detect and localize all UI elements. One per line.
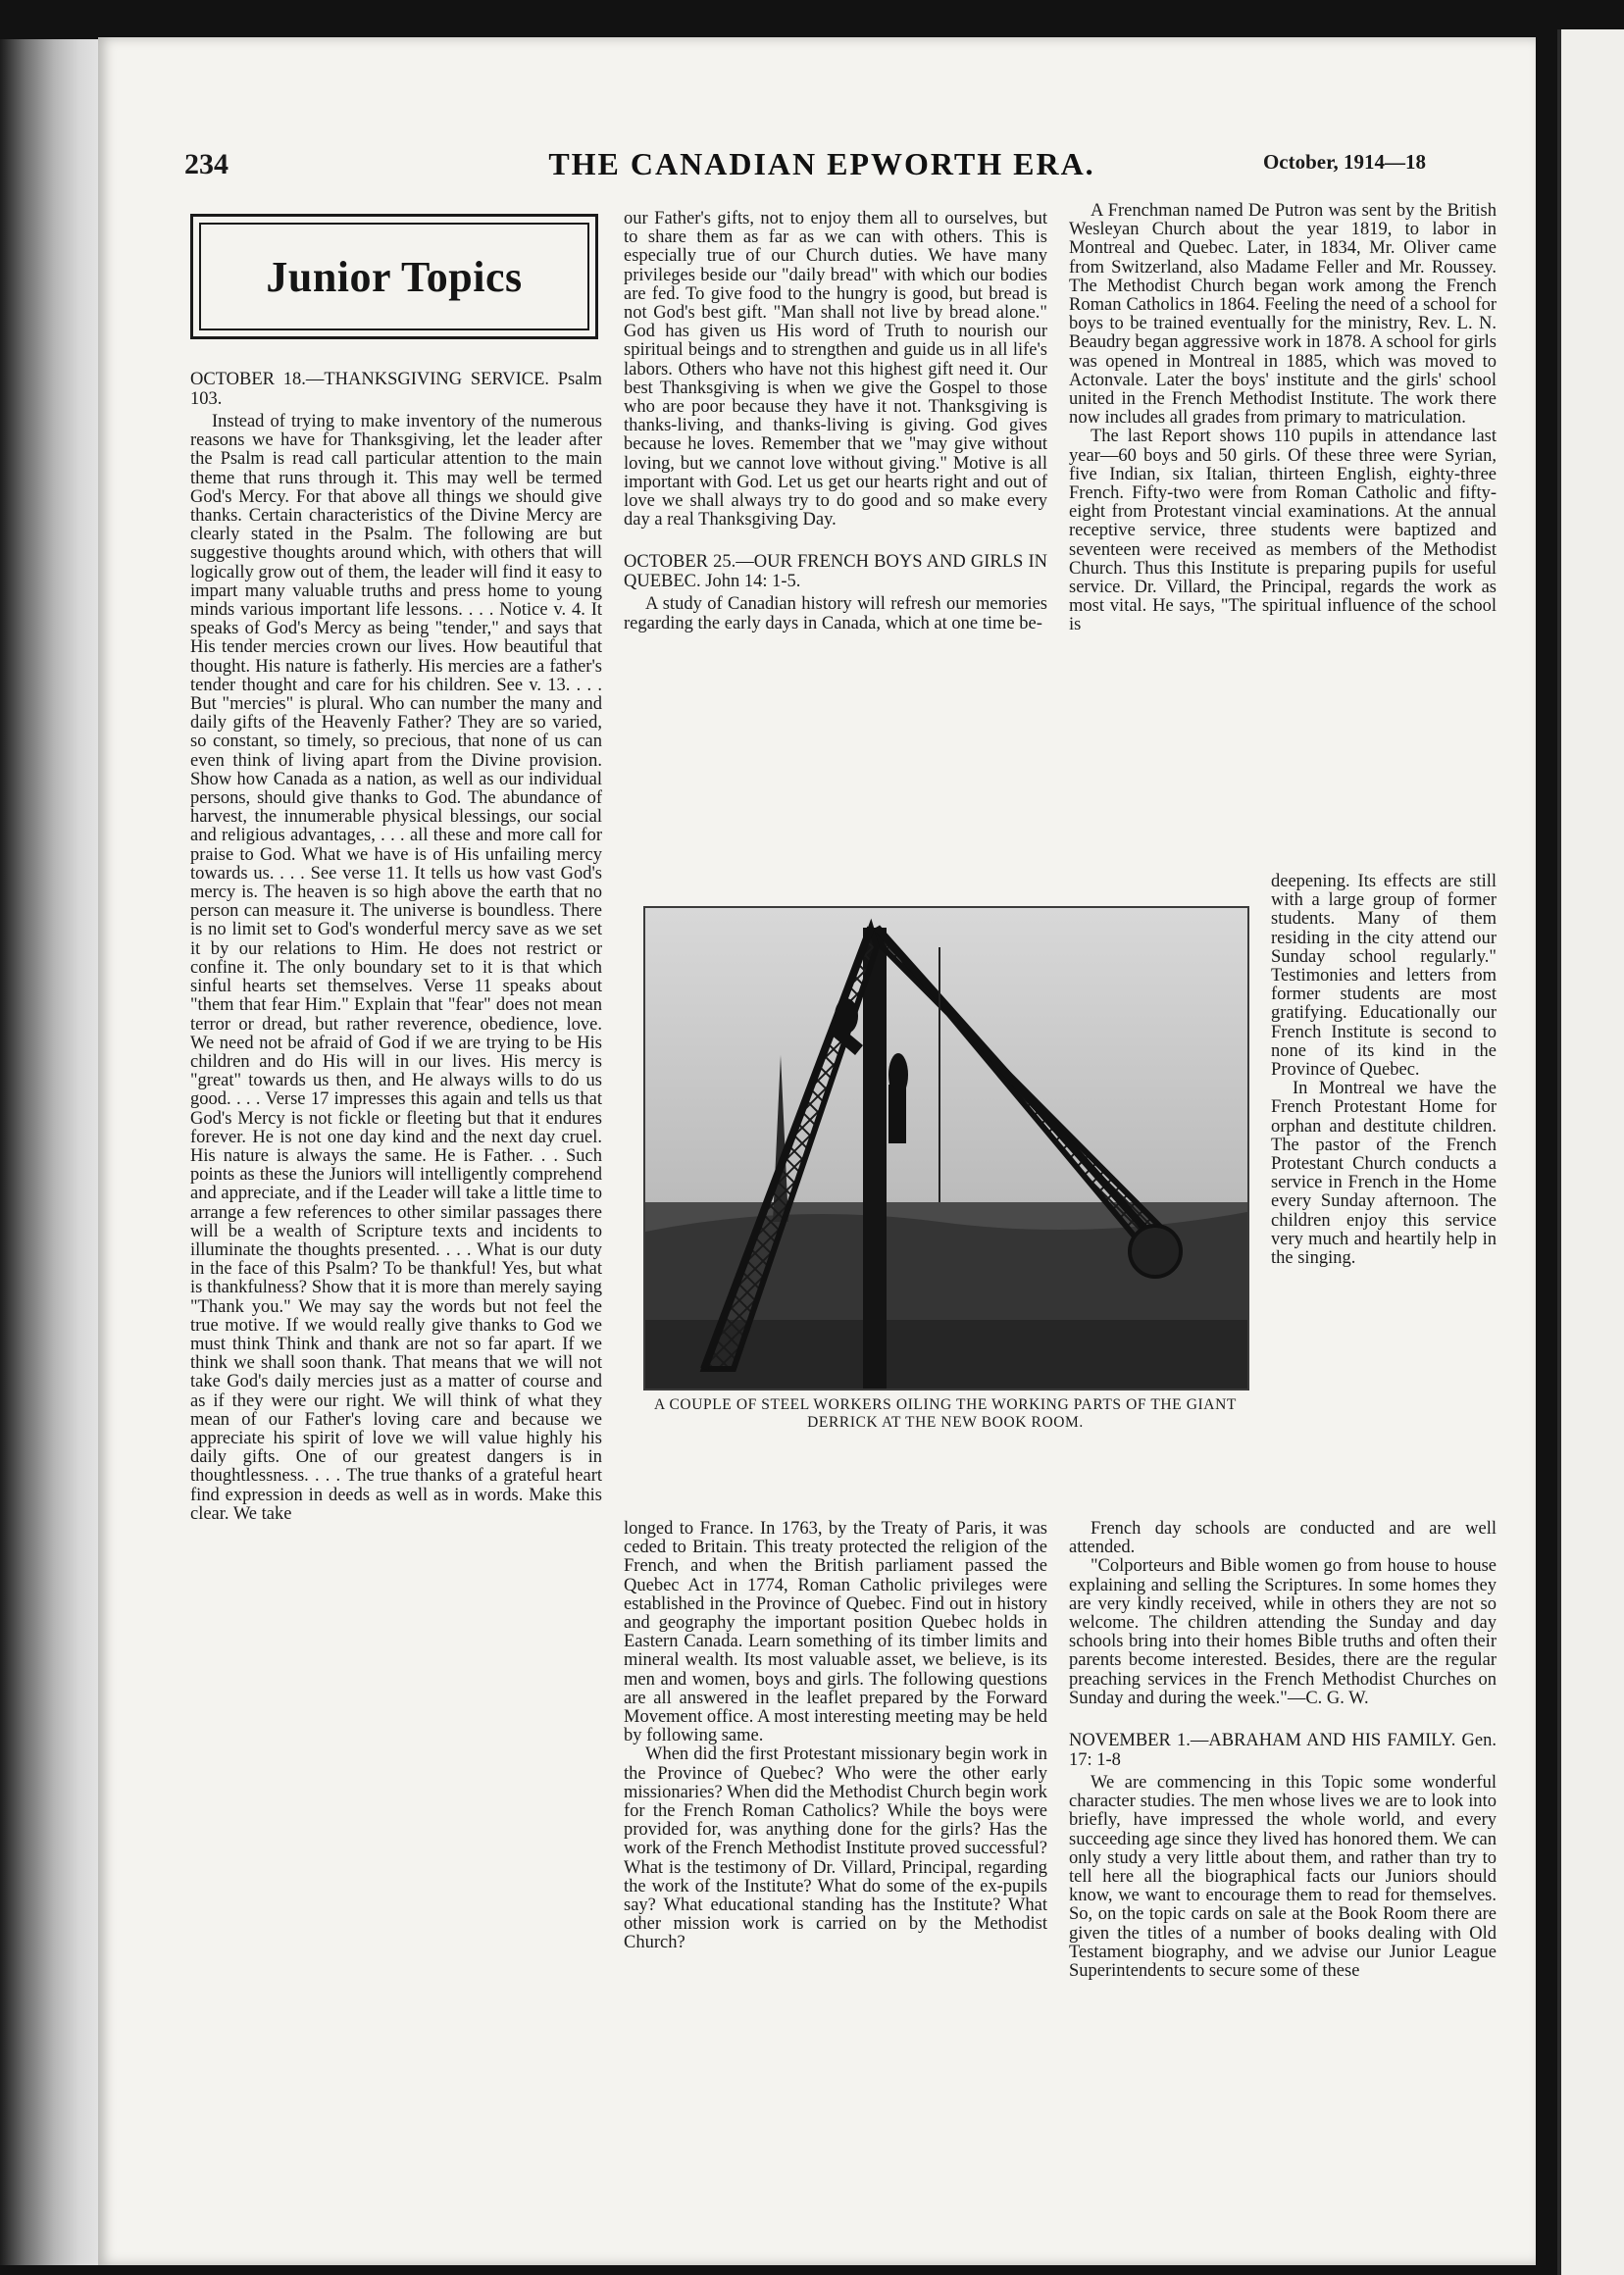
facing-page-edge bbox=[1557, 29, 1624, 2275]
column-3-top bbox=[1069, 202, 1497, 635]
journal-title: THE CANADIAN EPWORTH ERA. bbox=[548, 146, 1095, 181]
column-1 bbox=[190, 371, 602, 1524]
section-title: Junior Topics bbox=[199, 223, 589, 330]
column-3-narrow bbox=[1271, 873, 1497, 1268]
section-title-box bbox=[190, 214, 598, 339]
topic-heading-abraham: NOVEMBER 1.—ABRAHAM AND HIS FAMILY. Gen. 17: 1-8 bbox=[1069, 1731, 1497, 1770]
paragraph-french-institute: deepening. Its effects are still with a large group of former students. Many of them residing in the city attend our Sunday school regularly." Testimonies and letters from former students are most gratifying. Educationally our French Institute is second to none of its kind in the Province of Quebec. bbox=[1271, 872, 1497, 1081]
paragraph-french-history: longed to France. In 1763, by the Treaty of Paris, it was ceded to Britain. This treaty protected the religion of the French, and when the British parliament passed the Quebec Act in 1774, Roman Catholic privileges were established in the Province of Quebec. Find out in history and geography the important position Quebec holds in Eastern Canada. Learn something of its timber limits and mineral wealth. Its most valuable asset, we believe, is its men and women, boys and girls. The following questions are all answered in the leaflet prepared by the Forward Movement office. A most interesting meeting may be held by following same. bbox=[624, 1519, 1047, 1746]
issue-date: October, 1914—18 bbox=[1262, 150, 1426, 174]
paragraph-french-missionaries: A Frenchman named De Putron was sent by the British Wesleyan Church about the year 1819, to labor in Montreal and Quebec. Later, in 1834, Mr. Oliver came from Switzerland, also Madame Feller and Mr. Roussey. The Methodist Church began work among the French Roman Catholics in 1864. Feeling the need of a school for boys to be trained eventually for the ministry, Rev. L. N. Beaudry began aggressive work in 1878. A school for girls was opened in Montreal in 1885, which was moved to Actonvale. Later the boys' institute and the girls' school united in the French Methodist Institute. The work there now includes all grades from primary to matriculation. bbox=[1069, 201, 1497, 429]
book-edge-left bbox=[0, 39, 98, 2265]
magazine-page bbox=[98, 37, 1536, 2265]
page-number: 234 bbox=[184, 148, 228, 180]
column-2-bottom bbox=[624, 1520, 1047, 1953]
topic-heading-french: OCTOBER 25.—OUR FRENCH BOYS AND GIRLS IN QUEBEC. John 14: 1-5. bbox=[624, 552, 1047, 591]
column-2-top bbox=[624, 210, 1047, 633]
paragraph-thanksgiving-2: our Father's gifts, not to enjoy them all to ourselves, but to share them as far as we can with others. This is especially true of our Church duties. We have many privileges beside our "daily bread" with which our bodies are fed. To give food to the hungry is good, but bread is not God's best gift. "Man shall not live by bread alone." God has given us His word of Truth to nourish our spiritual beings and to strengthen and guide us in all life's labors. Others who have not this highest gift need it. Our best Thanksgiving is when we give the Gospel to those who are poor because they have it not. Thanksgiving is thanks-living, and thanks-living is giving. God gives because he loves. Remember that we "may give without loving, but we cannot love without giving." Motive is all important with God. Let us get our hearts right and out of love we shall always try to do good and so make every day a real Thanksgiving Day. bbox=[624, 209, 1047, 531]
column-3-bottom bbox=[1069, 1520, 1497, 1981]
paragraph-french-dayschools: French day schools are conducted and are well attended. bbox=[1069, 1519, 1497, 1558]
topic-heading-thanksgiving: OCTOBER 18.—THANKSGIVING SERVICE. Psalm 103. bbox=[190, 370, 602, 409]
page-header bbox=[98, 148, 1536, 187]
paragraph-french-intro: A study of Canadian history will refresh our memories regarding the early days in Canada, which at one time be- bbox=[624, 594, 1047, 633]
paragraph-french-questions: When did the first Protestant missionary begin work in the Province of Quebec? Who were the other early missionaries? When did the Methodist Church begin work for the French Roman Catholics? While the boys were provided for, was anything done for the girls? Has the work of the French Methodist Institute proved successful? What is the testimony of Dr. Villard, Principal, regarding the work of the Institute? What do some of the ex-pupils say? What educational standing has the Institute? What other mission work is carried on by the Methodist Church? bbox=[624, 1744, 1047, 1953]
derrick-photo-image bbox=[645, 908, 1247, 1389]
derrick-photo bbox=[643, 906, 1249, 1390]
paragraph-abraham: We are commencing in this Topic some wonderful character studies. The men whose lives we are to look into briefly, have impressed the whole world, and every succeeding age since they lived has honored them. We can only study a very little about them, and rather than try to tell here all the biographical facts our Juniors should know, we want to encourage them to read for themselves. So, on the topic cards on sale at the Book Room there are given the titles of a number of books dealing with Old Testament biography, and we advise our Junior League Superintendents to secure some of these bbox=[1069, 1773, 1497, 1982]
paragraph-french-report: The last Report shows 110 pupils in attendance last year—60 boys and 50 girls. Of these three were Syrian, five Indian, six Italian, thirteen English, eighty-three French. Fifty-two were from Roman Catholic and fifty-eight from Protestant vincial examinations. At the annual receptive service, three students were baptized and seventeen were received as members of the Methodist Church. Thus this Institute is preparing pupils for useful service. Dr. Villard, the Principal, regards the work as most vital. He says, "The spiritual influence of the school is bbox=[1069, 427, 1497, 635]
paragraph-french-colporteurs: "Colporteurs and Bible women go from house to house explaining and selling the Scriptures. In some homes they are very kindly received, while in others they are not so welcome. The children attending the Sunday and day schools bring into their homes Bible truths and often their parents become interested. Besides, there are the regular preaching services in the French Methodist Churches on Sunday and during the week."—C. G. W. bbox=[1069, 1556, 1497, 1708]
photo-caption: A COUPLE OF STEEL WORKERS OILING THE WORKING PARTS OF THE GIANT DERRICK AT THE NEW BOOK ROOM. bbox=[654, 1396, 1237, 1431]
paragraph-french-home: In Montreal we have the French Protestant Home for orphan and destitute children. The pastor of the French Protestant Church conducts a service in French in the Home every Sunday afternoon. The children enjoy this service very much and heartily help in the singing. bbox=[1271, 1079, 1497, 1269]
paragraph-thanksgiving-1: Instead of trying to make inventory of the numerous reasons we have for Thanksgiving, let the leader after the Psalm is read call particular attention to the main theme that runs through it. This may well be termed God's Mercy. For that above all things we should give thanks. Certain characteristics of the Divine Mercy are clearly stated in the Psalm. The following are but suggestive thoughts around which, with others that will logically grow out of them, the leader will find it easy to impart many valuable truths and press home to young minds various important life lessons. . . . Notice v. 4. It speaks of God's Mercy as being "tender," and says that His tender mercies crown our lives. How beautiful that thought. His nature is fatherly. His mercies are a father's tender thought and care for his children. See v. 13. . . . But "mercies" is plural. Who can number the many and daily gifts of the Heavenly Father? They are so varied, so constant, so timely, so precious, that none of us can even think of living apart from the Divine provision. Show how Canada as a nation, as well as our individual persons, should give thanks to God. The abundance of harvest, the innumerable physical blessings, our social and religious advantages, . . . all these and more call for praise to God. What we have is of His unfailing mercy towards us. . . . See verse 11. It tells us how vast God's mercy is. The heaven is so high above the earth that no person can measure it. The universe is boundless. There is no limit set to God's wonderful mercy save as we set it by our relations to Him. He does not restrict or confine it. The only boundary set to it is that which sinful hearts set themselves. Verse 11 speaks about "them that fear Him." Explain that "fear" does not mean terror or dread, but rather reverence, obedience, love. We need not be afraid of God if we are trying to be His children and do His will in our lives. His mercy is "great" towards us then, and He always wills to do us good. . . . Verse 17 impresses this again and tells us that God's Mercy is not fickle or fleeting but that it endures forever. He is not one day kind and the next day cruel. His nature is always the same. He is Father. . . Such points as these the Juniors will intelligently comprehend and appreciate, and if the Leader will take a little time to arrange a few references to other similar passages there will be a wealth of Scripture texts and incidents to illuminate the thoughts presented. . . . What is our duty in the face of this Psalm? To be thankful! Yes, but what is thankfulness? Show that it is more than merely saying "Thank you." We may say the words but not feel the true motive. If we would really give thanks to God we must think Think and thank are not so far apart. If we think we shall soon thank. That means that we will not take God's daily mercies just as a matter of course and as if they were our right. We will think of what they mean of our Father's loving care and because we appreciate his spirit of love we will value highly his daily gifts. One of our greatest dangers is in thoughtlessness. . . . The true thanks of a grateful heart find expression in deeds as well as in words. Make this clear. We take bbox=[190, 412, 602, 1524]
